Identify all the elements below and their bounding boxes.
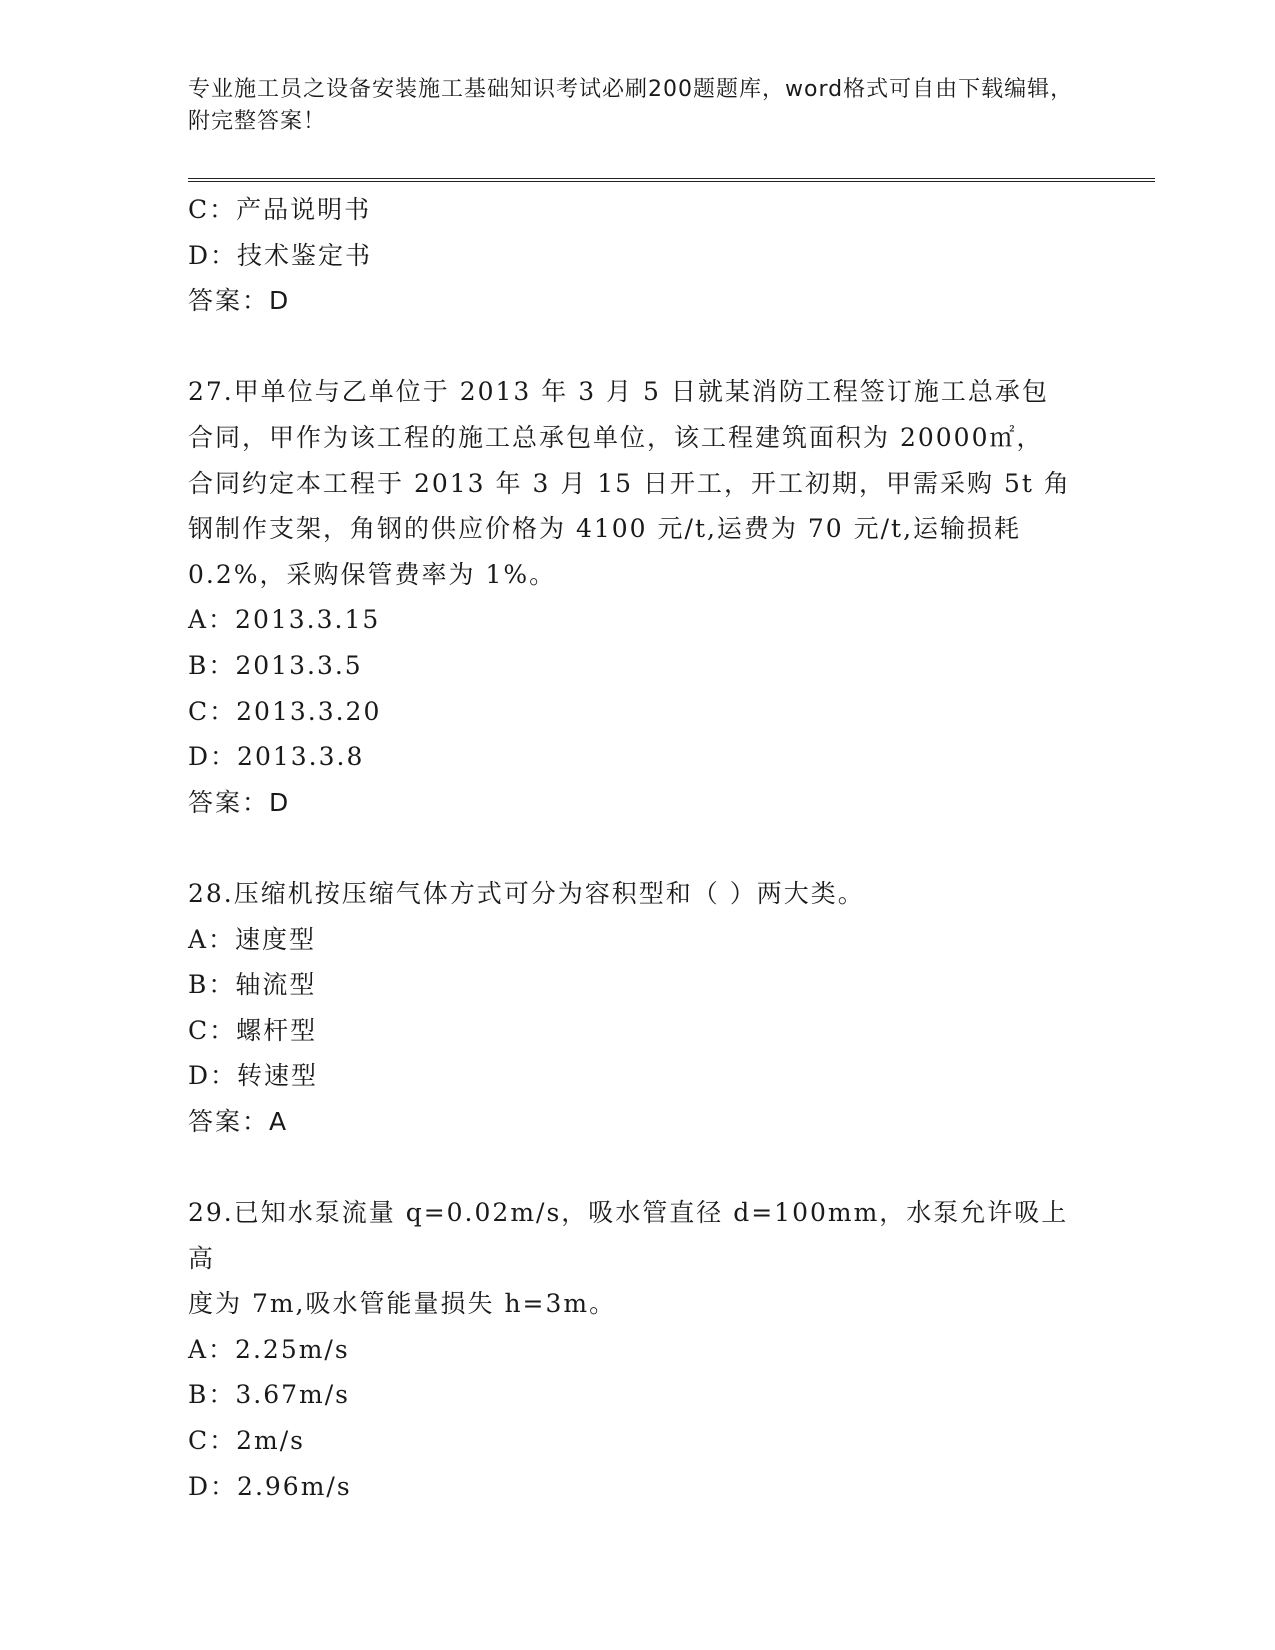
option-d: D：转速型 bbox=[188, 1061, 319, 1091]
question-29 bbox=[188, 1190, 1088, 1509]
option-d: D：2.96m/s bbox=[188, 1471, 352, 1501]
answer-line: 答案：D bbox=[188, 787, 291, 817]
option-d: D：技术鉴定书 bbox=[188, 240, 373, 270]
answer-line: 答案：A bbox=[188, 1106, 289, 1136]
document-header-title: 专业施工员之设备安装施工基础知识考试必刷200题题库，word格式可自由下载编辑，附完整答案！ bbox=[188, 77, 1074, 134]
option-a: A：2013.3.15 bbox=[188, 605, 381, 635]
question-text: 27.甲单位与乙单位于 2013 年 3 月 5 日就某消防工程签订施工总承包 合同，甲作为该工程的施工总承包单位，该工程建筑面积为 20000㎡， 合同约定本工程于 2013 年 3 月 15 日开工，开工初期，甲需采购 5t 角 钢制作支架，角钢的供应价格为 4100 元/t,运费为 70 元/t,运输损耗 0.2%，采购保管费率为 1%。 bbox=[188, 377, 1071, 589]
question-text: 28.压缩机按压缩气体方式可分为容积型和（ ）两大类。 bbox=[188, 878, 865, 908]
option-c: C：产品说明书 bbox=[188, 195, 372, 224]
option-c: C：2013.3.20 bbox=[188, 696, 382, 726]
answer-line: 答案：D bbox=[188, 286, 291, 316]
document-body bbox=[188, 187, 1088, 1509]
option-a: A：2.25m/s bbox=[188, 1334, 350, 1364]
spacer bbox=[188, 1144, 1088, 1190]
option-c: C：螺杆型 bbox=[188, 1015, 318, 1045]
option-b: B：轴流型 bbox=[188, 970, 317, 1000]
header-divider bbox=[188, 178, 1155, 182]
question-27 bbox=[188, 369, 1088, 825]
option-a: A：速度型 bbox=[188, 924, 317, 954]
option-c: C：2m/s bbox=[188, 1426, 305, 1456]
option-b: B：3.67m/s bbox=[188, 1380, 350, 1410]
spacer bbox=[188, 324, 1088, 370]
option-d: D：2013.3.8 bbox=[188, 742, 365, 772]
option-b: B：2013.3.5 bbox=[188, 650, 363, 680]
question-28 bbox=[188, 871, 1088, 1145]
question-text: 29.已知水泵流量 q=0.02m/s，吸水管直径 d=100mm，水泵允许吸上高 度为 7m,吸水管能量损失 h=3m。 bbox=[188, 1198, 1069, 1319]
spacer bbox=[188, 825, 1088, 871]
previous-question-tail bbox=[188, 187, 1088, 324]
